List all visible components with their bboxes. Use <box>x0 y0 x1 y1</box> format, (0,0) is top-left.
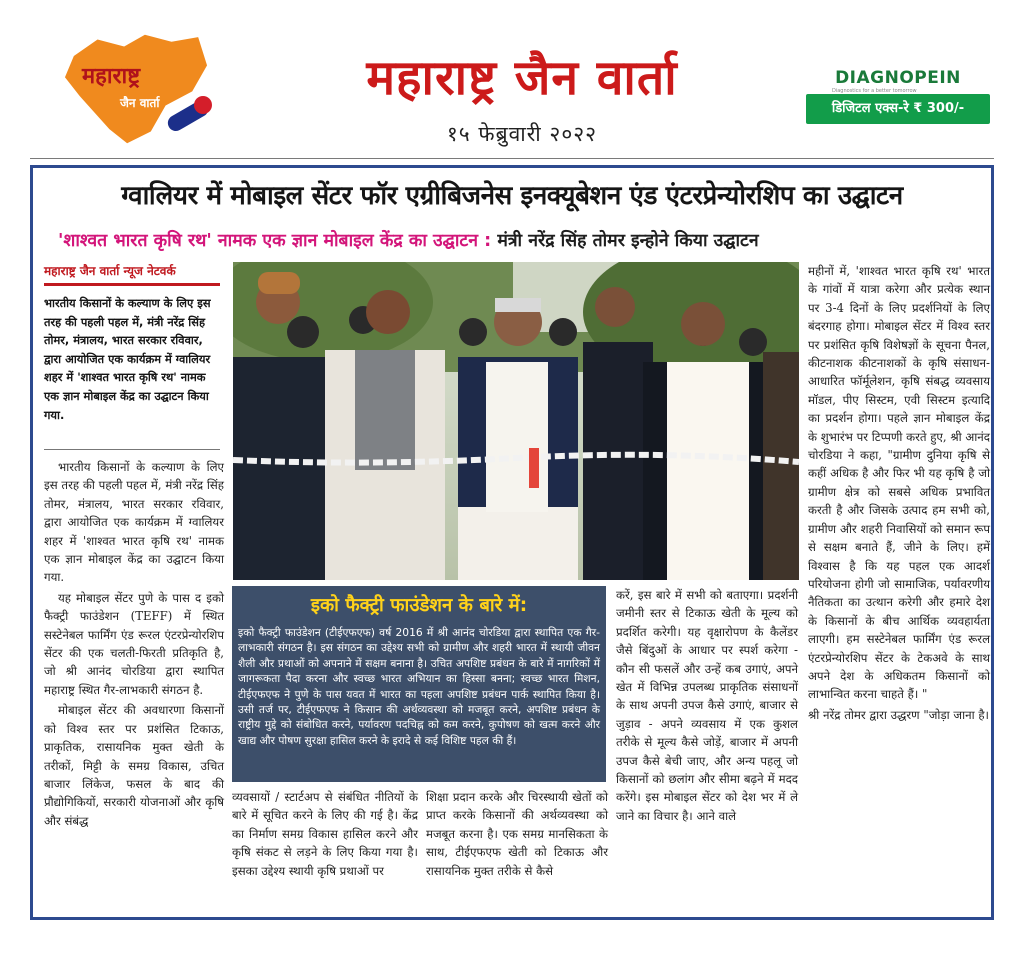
byline: महाराष्ट्र जैन वार्ता न्यूज नेटवर्क <box>44 264 176 278</box>
ad-brand: DIAGNOPEIN <box>835 68 961 88</box>
paragraph: श्री नरेंद्र तोमर द्वारा उद्धरण "जोड़ा जाना है। <box>808 707 989 722</box>
header-divider <box>30 158 994 159</box>
article-column-5 <box>808 262 990 726</box>
subhead-rest: मंत्री नरेंद्र सिंह तोमर इन्होने किया उद्घाटन <box>491 231 759 251</box>
logo-sub: जैन वार्ता <box>120 96 160 110</box>
inauguration-photo <box>233 262 799 580</box>
article-column-2: व्यवसायों / स्टार्टअप से संबंधित नीतियों के बारे में सूचित करने के लिए की गई है। केंद्र का निर्माण समग्र विकास हासिल करने और कृषि संकट से लड़ने के लिए किया गया है। इसका उद्देश्य स्थायी कृषि प्रथाओं पर <box>232 790 418 878</box>
article-lede: भारतीय किसानों के कल्याण के लिए इस तरह की पहली पहल में, मंत्री नरेंद्र सिंह तोमर, मंत्रालय, भारत सरकार रविवार, द्वारा आयोजित एक कार्यक्रम में ग्वालियर शहर में 'शाश्वत भारत कृषि रथ' नामक एक ज्ञान मोबाइल केंद्र का उद्घाटन किया गया. <box>44 296 211 422</box>
paragraph: मोबाइल सेंटर की अवधारणा किसानों को विश्व स्तर पर प्रशंसित टिकाऊ, प्राकृतिक, रासायनिक मुक्त खेती के तरीकों, मिट्टी के समग्र विकास, उचित बाजार लिंकेज, फसल के बाद की प्रौद्योगिकियों, सरकारी योजनाओं और कृषि और संबंद्ध <box>44 703 224 828</box>
photo-illustration <box>233 262 799 580</box>
info-box-body: इको फैक्ट्री फाउंडेशन (टीईएफएफ) वर्ष 2016 में श्री आनंद चोरडिया द्वारा स्थापित एक गैर-लाभकारी संगठन है। इस संगठन का उद्देश्य सभी को ग्रामीण और शहरी भारत में स्थायी जीवन शैली और प्रथाओं को अपनाने में सक्षम बनाना है। उचित अपशिष्ट प्रबंधन के बारे में नागरिकों में जागरूकता पैदा करना और स्वच्छ भारत अभियान का हिस्सा बनना; स्वच्छ भारत मिशन, टीईएफएफ ने पुणे के पास यवत में भारत का पहला अपशिष्ट प्रबंधन पार्क स्थापित किया है। उसी तर्ज पर, टीईएफएफ ने किसान की अर्थव्यवस्था को मजबूत करने, अपशिष्ट प्रबंधन के राष्ट्रीय मुद्दे को संबोधित करने, पर्यावरण पदचिह्न को कम करने, कुपोषण को खत्म करने और खाद्य और पोषण सुरक्षा हासिल करने के इरादे से कई विशिष्ट पहल की हैं। <box>238 626 600 747</box>
logo-word: महाराष्ट्र <box>82 63 141 89</box>
paragraph: भारतीय किसानों के कल्याण के लिए इस तरह की पहली पहल में, मंत्री नरेंद्र सिंह तोमर, मंत्रालय, भारत सरकार रविवार, द्वारा आयोजित एक कार्यक्रम में ग्वालियर शहर में 'शाश्वत भारत कृषि रथ' नामक एक ज्ञान मोबाइल केंद्र का उद्घाटन किया गया. <box>44 460 224 585</box>
issue-date: १५ फेब्रुवारी २०२२ <box>446 122 598 146</box>
microphone-head-icon <box>194 96 212 114</box>
subhead-highlight: 'शाश्वत भारत कृषि रथ' नामक एक ज्ञान मोबाइल केंद्र का उद्घाटन : <box>58 231 492 251</box>
ad-offer: डिजिटल एक्स-रे ₹ 300/- <box>806 94 990 124</box>
ad-tagline: Diagnostics for a better tomorrow <box>832 88 917 94</box>
masthead-title: महाराष्ट्र जैन वार्ता <box>366 50 678 106</box>
advertisement[interactable] <box>806 68 990 130</box>
article-headline: ग्वालियर में मोबाइल सेंटर फॉर एग्रीबिजनेस इनक्यूबेशन एंड एंटरप्रेन्योरशिप का उद्घाटन <box>121 181 903 211</box>
paragraph: महीनों में, 'शाश्वत भारत कृषि रथ' भारत के गांवों में यात्रा करेगा और प्रत्येक स्थान पर 3-4 दिनों के लिए प्रदर्शनियों के लिए बंदरगाह होगा। मोबाइल सेंटर में विश्व स्तर पर प्रशंसित कृषि विशेषज्ञों के सूचना पैनल, कीटनाशक कीटनाशकों के कृषि संसाधन-आधारित फॉर्मूलेशन, कृषि संबद्ध व्यवसाय मॉडल, पीए सिस्टम, एवी सिस्टम इत्यादि का प्रदर्शन होगा। पहले ज्ञान मोबाइल केंद्र के शुभारंभ पर टिप्पणी करते हुए, श्री आनंद चोरडिया ने कहा, "ग्रामीण दुनिया कृषि से कहीं अधिक है और फिर भी यह कृषि है जो ग्रामीण क्षेत्र को सबसे अधिक प्रभावित करती है और जिसके उत्पाद हम सभी को, ग्रामीण और शहरी निवासियों को समान रूप से सक्षम बनाते हैं, जीने के लिए। हमें विश्वास है कि यह पहल एक आदर्श परियोजना होगी जो सामाजिक, पर्यावरणीय नैतिकता का उत्थान करेगी और हमारे देश के किसानों के बीच आर्थिक व्यवहार्यता लाएगी। हम सस्टेनेबल फार्मिंग एंड रूरल एंटरप्रेन्योरशिप सेंटर के टेकअवे के साथ अपने देश के अधिकतम किसानों को लाभान्वित करना चाहते हैं। " <box>808 264 990 702</box>
info-box-title: इको फैक्ट्री फाउंडेशन के बारे में: <box>310 595 528 616</box>
article-column-3: शिक्षा प्रदान करके और चिरस्थायी खेतों को प्राप्त करके किसानों की अर्थव्यवस्था को मजबूत करना है। एक समग्र मानसिकता के साथ, टीईएफएफ खेती को टिकाऊ और रासायनिक मुक्त तरीके से कैसे <box>426 790 608 878</box>
article-column-1 <box>44 458 224 832</box>
lede-divider <box>44 449 220 450</box>
article-column-4: करें, इस बारे में सभी को बताएगा। प्रदर्शनी जमीनी स्तर से टिकाऊ खेती के मूल्य को प्रदर्शित करेगी। यह वृक्षारोपण के कैलेंडर जैसे बिंदुओं के आधार पर स्पर्श करेगा - कौन सी फसलें और उन्हें कब उगाएं, अपने खेत में विभिन्न उपलब्ध प्राकृतिक संसाधनों के साथ अपनी उपज कैसे उगाएं, बाजार से जुड़ाव - अपने व्यवसाय में एक कुशल तरीके से मूल्य कैसे जोड़ें, बाजार में अपनी उपज कैसे बेची जाए, और अन्य पहलू जो किसानों को छलांग और सीमा बढ़ने में मदद करेंगे। इस मोबाइल सेंटर को देश भर में ले जाने का विचार है। आने वाले <box>616 588 798 823</box>
article-subhead <box>58 228 988 252</box>
logo <box>62 30 210 148</box>
byline-divider <box>44 283 220 286</box>
paragraph: यह मोबाइल सेंटर पुणे के पास द इको फैक्ट्री फाउंडेशन (TEFF) में स्थित सस्टेनेबल फार्मिंग एंड रूरल एंटरप्रेन्योरशिप सेंटर की एक चलती-फिरती प्रतिकृति है, जो श्री आनंद चोरडिया द्वारा स्थापित महाराष्ट्र स्थित गैर-लाभकारी संगठन है. <box>44 590 224 697</box>
